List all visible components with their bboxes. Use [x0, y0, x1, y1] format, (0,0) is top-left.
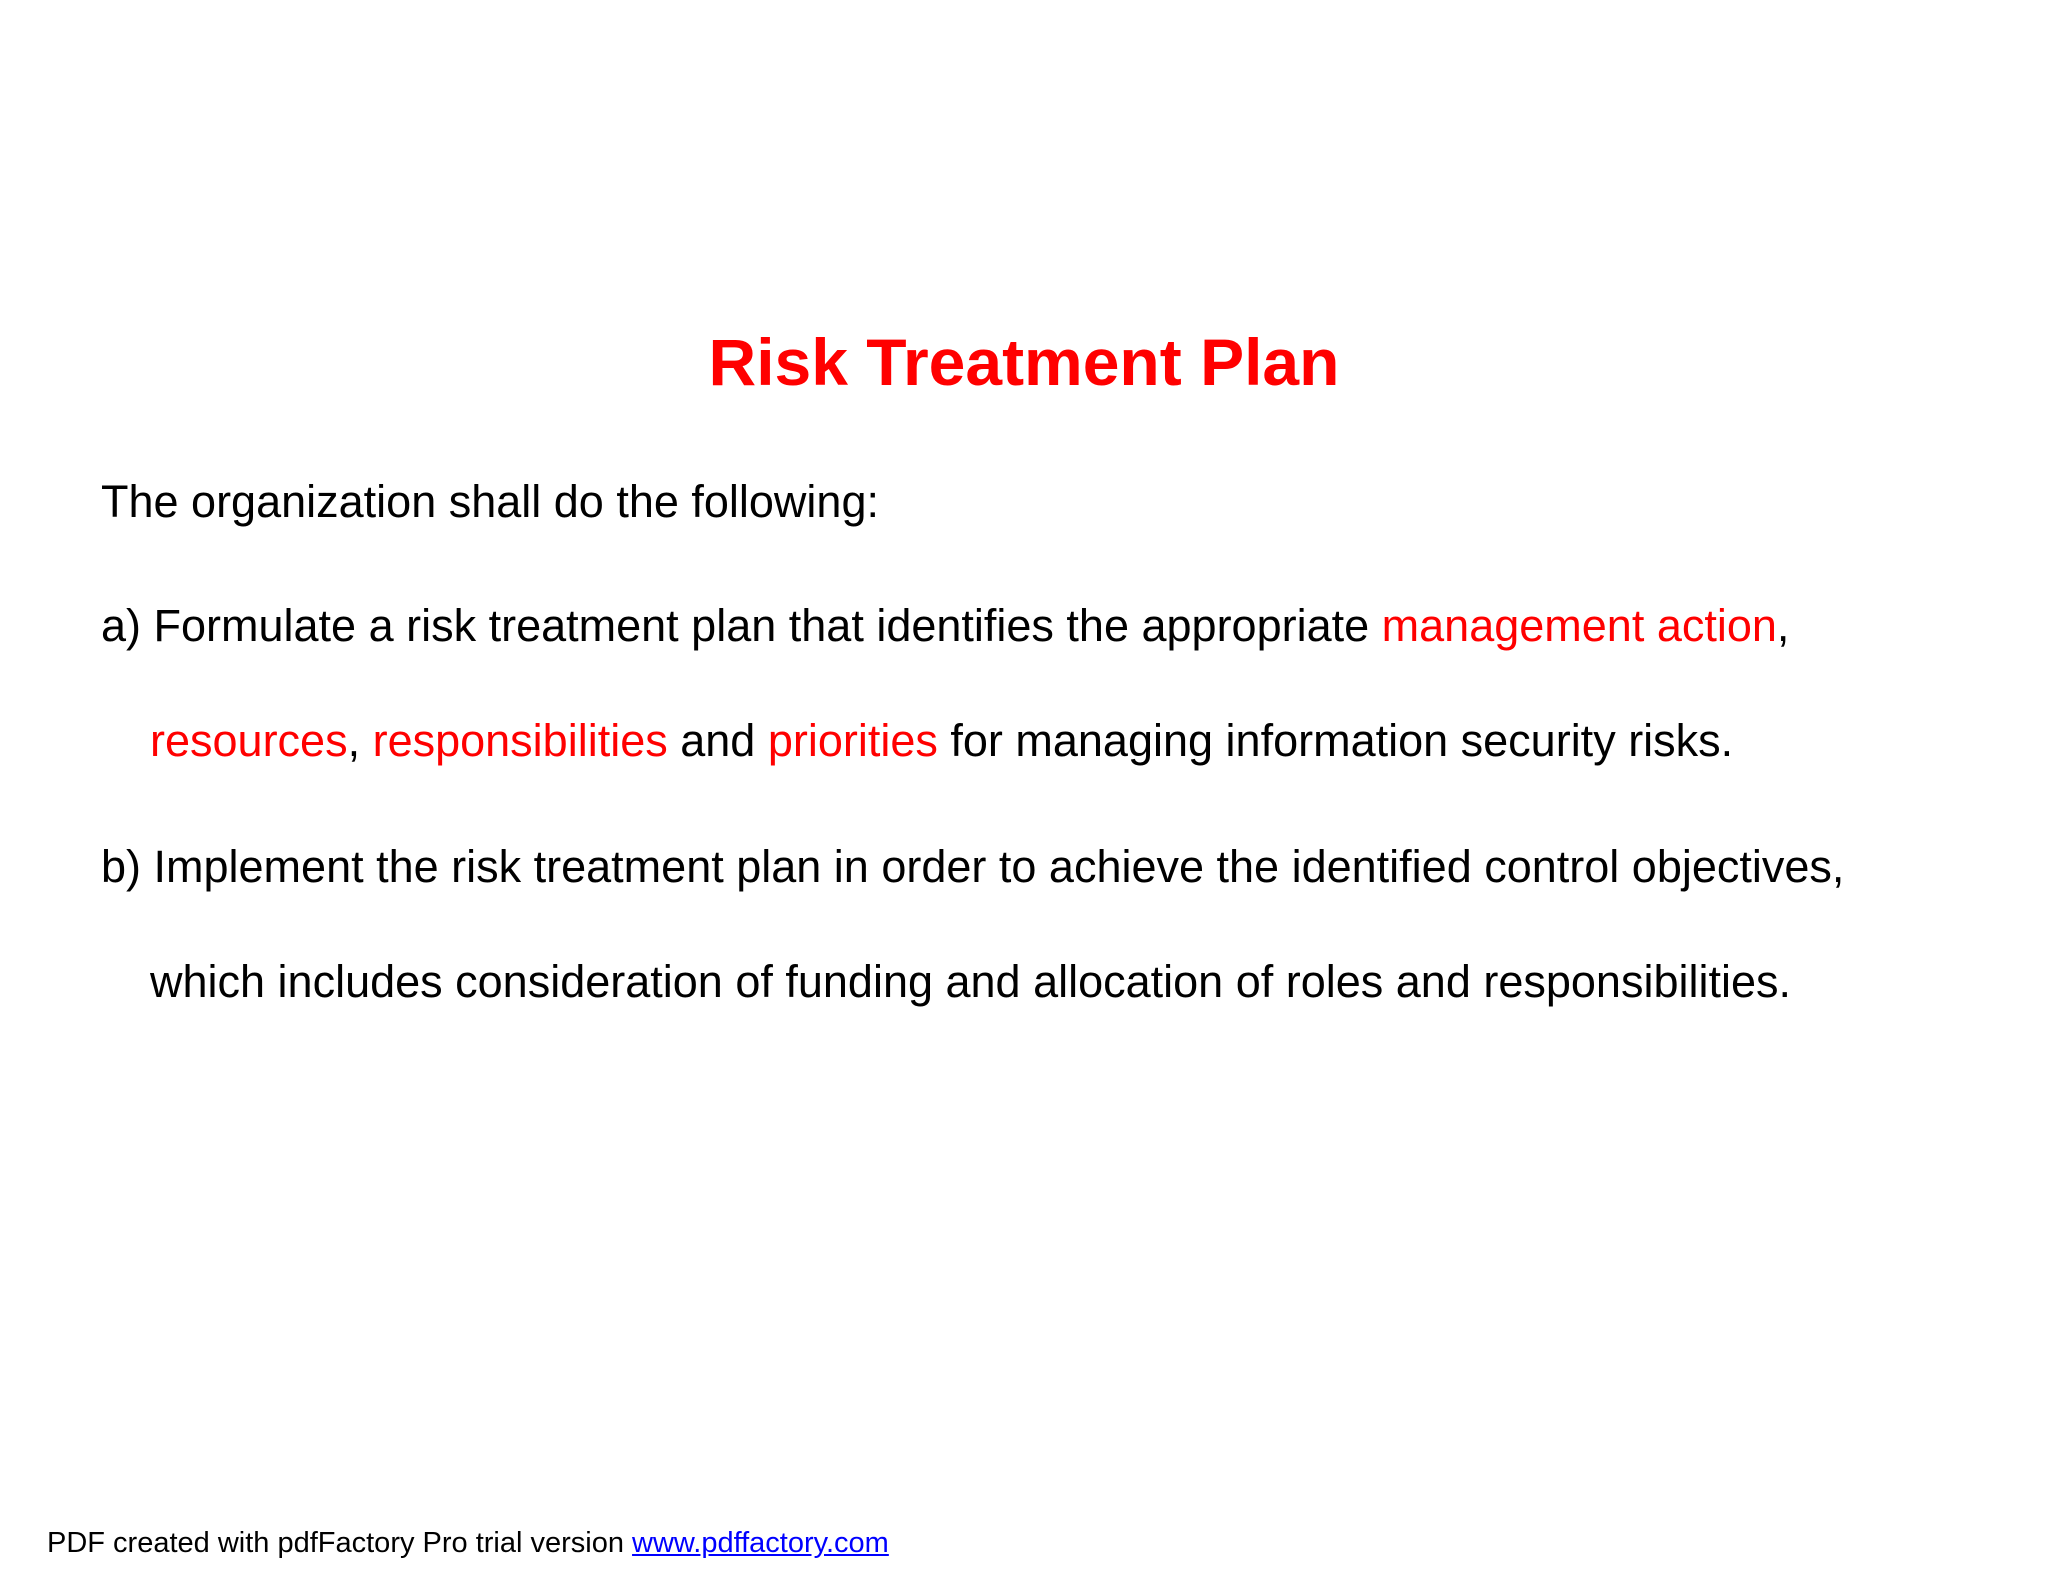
intro-text: The organization shall do the following: — [101, 476, 879, 527]
separator-text: , — [347, 715, 373, 766]
footer-text: PDF created with pdfFactory Pro trial version — [47, 1527, 633, 1559]
footer-watermark — [47, 1525, 889, 1561]
separator-text: and — [667, 715, 768, 766]
item-b-line-1: b) Implement the risk treatment plan in order to achieve the identified control objectives, — [101, 841, 1845, 892]
item-a-line-1 — [101, 598, 1789, 654]
item-a-text-end: for managing information security risks. — [937, 715, 1734, 766]
item-a-text: a) Formulate a risk treatment plan that identifies the appropriate — [101, 600, 1382, 651]
item-b-line-2: which includes consideration of funding and allocation of roles and responsibilities. — [150, 956, 1792, 1007]
item-a-comma: , — [1776, 600, 1790, 651]
footer-link[interactable]: www.pdffactory.com — [632, 1527, 889, 1559]
highlight-responsibilities: responsibilities — [372, 715, 668, 766]
highlight-management-action: management action — [1381, 600, 1777, 651]
page-title: Risk Treatment Plan — [708, 325, 1340, 399]
highlight-resources: resources — [150, 715, 348, 766]
highlight-priorities: priorities — [767, 715, 938, 766]
item-a-line-2 — [150, 713, 1733, 769]
